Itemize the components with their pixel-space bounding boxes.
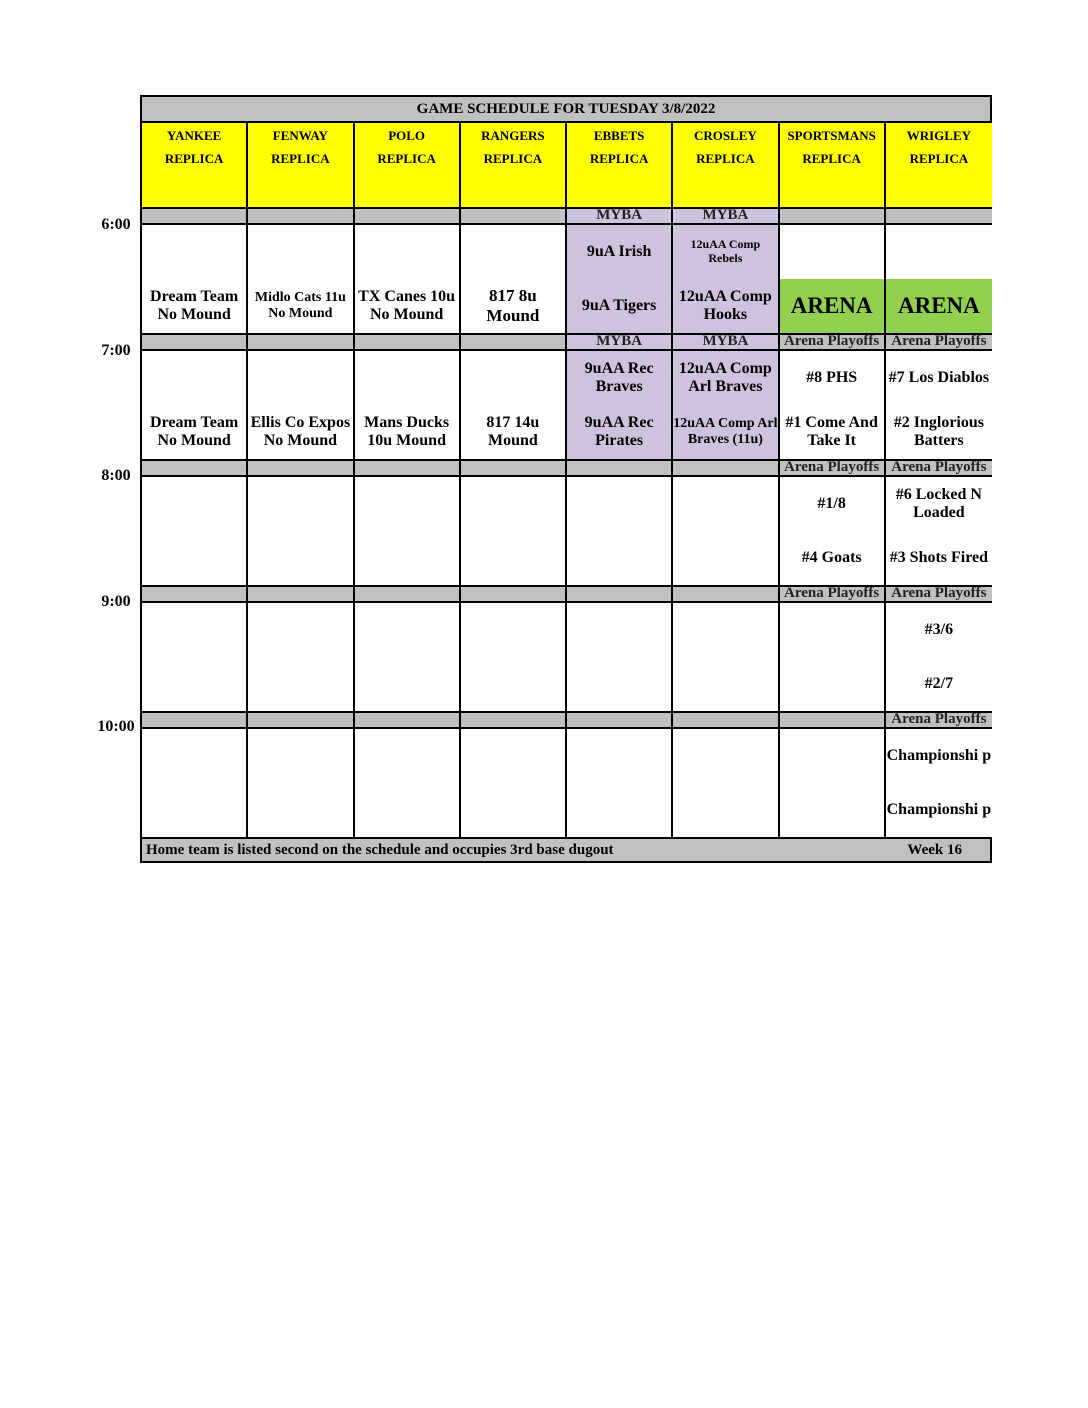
field-header-sportsmans: [780, 123, 886, 209]
field-name: FENWAY: [272, 128, 328, 143]
game-cell: [673, 351, 779, 461]
game-cell: [355, 477, 461, 587]
week-label: Week 16: [907, 841, 962, 858]
team-entry: Mans Ducks 10u Mound: [364, 413, 450, 449]
field-header-row: [142, 123, 990, 209]
field-name: YANKEE: [166, 128, 222, 143]
league-label: MYBA: [567, 335, 673, 351]
separator-row-5: [142, 713, 990, 729]
league-label: Arena Playoffs: [886, 335, 992, 351]
league-label: MYBA: [673, 335, 779, 351]
separator-row-1: [142, 209, 990, 225]
league-label: [355, 713, 461, 729]
team-entry: #1 Come And Take It: [785, 413, 878, 449]
game-cell: [461, 477, 567, 587]
team-entry: 12uAA Comp Hooks: [678, 287, 772, 323]
arena-cell: [780, 225, 886, 335]
field-header-polo: [355, 123, 461, 209]
team-entry: #4 Goats: [801, 548, 862, 566]
field-sub: REPLICA: [271, 150, 330, 166]
game-cell: [355, 729, 461, 839]
field-sub: REPLICA: [589, 150, 649, 166]
team-entry: #8 PHS: [806, 368, 858, 386]
league-label: [461, 713, 567, 729]
league-label: [780, 209, 886, 225]
team-entry: #7 Los Diablos: [888, 368, 990, 386]
league-label: Arena Playoffs: [780, 461, 886, 477]
league-label: Arena Playoffs: [780, 587, 886, 603]
team-entry: 12uAA Comp Rebels: [690, 237, 761, 265]
league-label: Arena Playoffs: [886, 713, 992, 729]
league-label: [142, 209, 248, 225]
time-block-10: [142, 729, 990, 839]
time-block-6: [142, 225, 990, 335]
game-cell: [673, 603, 779, 713]
game-cell: [248, 225, 354, 335]
team-entry: #6 Locked N Loaded: [895, 485, 982, 521]
game-cell: [886, 603, 992, 713]
league-label: [461, 209, 567, 225]
league-label: Arena Playoffs: [886, 587, 992, 603]
team-entry: Midlo Cats 11u No Mound: [254, 289, 346, 321]
game-cell: [567, 351, 673, 461]
team-entry: #3/6: [924, 620, 954, 638]
field-name: WRIGLEY: [906, 128, 972, 143]
field-name: SPORTSMANS: [787, 128, 876, 143]
team-entry: Championshi p: [886, 800, 992, 818]
team-entry: 9uA Irish: [586, 242, 652, 260]
league-label: [142, 461, 248, 477]
game-cell: [567, 225, 673, 335]
team-entry: 9uAA Rec Pirates: [584, 413, 654, 449]
game-cell: [142, 603, 248, 713]
time-block-9: [142, 603, 990, 713]
league-label: [355, 587, 461, 603]
league-label: [780, 713, 886, 729]
game-cell: [248, 729, 354, 839]
league-label: [461, 587, 567, 603]
league-label: [673, 587, 779, 603]
league-label: Arena Playoffs: [780, 335, 886, 351]
team-entry: Championshi p: [886, 746, 992, 764]
game-cell: [461, 351, 567, 461]
field-sub: REPLICA: [696, 150, 755, 166]
field-sub: REPLICA: [483, 150, 543, 166]
time-label-7: 7:00: [101, 342, 131, 359]
game-cell: [461, 729, 567, 839]
league-label: [461, 335, 567, 351]
field-header-yankee: [142, 123, 248, 209]
game-cell: [461, 225, 567, 335]
league-label: MYBA: [567, 209, 673, 225]
time-label-8: 8:00: [101, 467, 131, 484]
game-cell: [886, 351, 992, 461]
game-cell: [780, 351, 886, 461]
game-cell: [567, 477, 673, 587]
field-name: POLO: [388, 128, 426, 143]
field-header-ebbets: [567, 123, 673, 209]
team-entry: 12uAA Comp Arl Braves (11u): [673, 415, 778, 447]
game-cell: [567, 729, 673, 839]
team-entry: 9uAA Rec Braves: [584, 359, 654, 395]
league-label: [567, 587, 673, 603]
league-label: Arena Playoffs: [886, 461, 992, 477]
field-header-rangers: [461, 123, 567, 209]
team-entry: 9uA Tigers: [581, 296, 657, 314]
league-label: [248, 713, 354, 729]
game-cell: [355, 225, 461, 335]
team-entry: #3 Shots Fired: [889, 548, 989, 566]
team-entry: #2 Inglorious Batters: [893, 413, 984, 449]
league-label: [355, 335, 461, 351]
league-label: [248, 209, 354, 225]
field-header-crosley: [673, 123, 779, 209]
game-cell: [142, 225, 248, 335]
field-name: CROSLEY: [693, 128, 757, 143]
team-entry: #1/8: [817, 494, 846, 512]
separator-row-2: [142, 335, 990, 351]
field-sub: REPLICA: [802, 150, 861, 166]
game-cell: [142, 351, 248, 461]
team-entry: Dream Team No Mound: [150, 287, 239, 323]
separator-row-3: [142, 461, 990, 477]
game-cell: [673, 477, 779, 587]
game-cell: [567, 603, 673, 713]
league-label: MYBA: [673, 209, 779, 225]
arena-cell: [886, 225, 992, 335]
team-entry: 12uAA Comp Arl Braves: [678, 359, 772, 395]
team-entry: 817 8u Mound: [486, 286, 540, 325]
game-cell: [142, 477, 248, 587]
game-cell: [355, 351, 461, 461]
field-sub: REPLICA: [377, 150, 436, 166]
time-label-6: 6:00: [101, 216, 131, 233]
league-label: [248, 335, 354, 351]
game-cell: [886, 477, 992, 587]
league-label: [142, 335, 248, 351]
game-cell: [248, 351, 354, 461]
time-label-9: 9:00: [101, 593, 131, 610]
game-cell: [355, 603, 461, 713]
league-label: [355, 209, 461, 225]
field-name: EBBETS: [593, 128, 645, 143]
game-cell: [886, 729, 992, 839]
league-label: [248, 587, 354, 603]
team-entry: TX Canes 10u No Mound: [358, 287, 456, 323]
team-entry: #2/7: [924, 674, 954, 692]
schedule-title: GAME SCHEDULE FOR TUESDAY 3/8/2022: [142, 97, 990, 123]
league-label: [461, 461, 567, 477]
league-label: [248, 461, 354, 477]
field-sub: REPLICA: [909, 150, 969, 166]
time-label-10: 10:00: [97, 718, 135, 735]
game-cell: [780, 729, 886, 839]
league-label: [673, 461, 779, 477]
game-cell: [461, 603, 567, 713]
separator-row-4: [142, 587, 990, 603]
field-name: RANGERS: [481, 128, 545, 143]
league-label: [142, 713, 248, 729]
field-sub: REPLICA: [164, 150, 224, 166]
arena-label: ARENA: [886, 279, 992, 333]
game-cell: [780, 603, 886, 713]
field-header-fenway: [248, 123, 354, 209]
league-label: [567, 461, 673, 477]
schedule-footer: [142, 839, 990, 861]
team-entry: Dream Team No Mound: [150, 413, 239, 449]
time-block-8: [142, 477, 990, 587]
field-header-wrigley: [886, 123, 992, 209]
game-cell: [673, 729, 779, 839]
arena-label: ARENA: [780, 279, 884, 333]
league-label: [355, 461, 461, 477]
league-label: [567, 713, 673, 729]
game-cell: [142, 729, 248, 839]
time-block-7: [142, 351, 990, 461]
team-entry: Ellis Co Expos No Mound: [250, 413, 351, 449]
team-entry: 817 14u Mound: [486, 413, 540, 449]
game-cell: [248, 477, 354, 587]
league-label: [886, 209, 992, 225]
schedule-table: [140, 95, 992, 863]
league-label: [142, 587, 248, 603]
league-label: [673, 713, 779, 729]
game-cell: [780, 477, 886, 587]
game-cell: [248, 603, 354, 713]
game-cell: [673, 225, 779, 335]
home-team-note: Home team is listed second on the schedule and occupies 3rd base dugout: [146, 841, 614, 858]
